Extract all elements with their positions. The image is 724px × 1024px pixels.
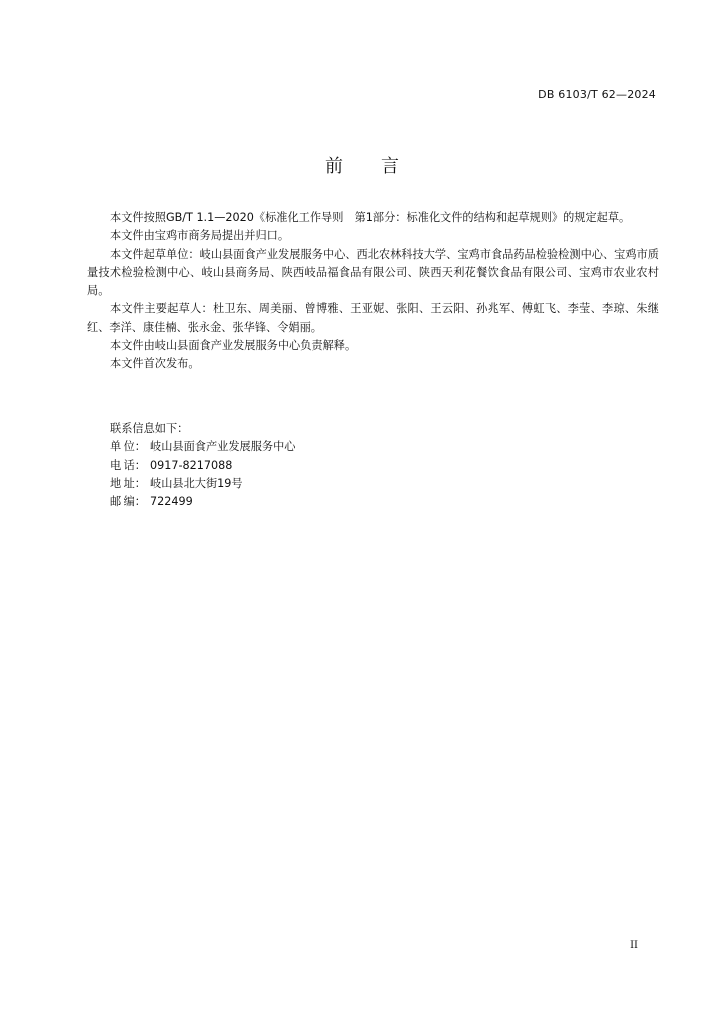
contact-phone-value: 0917-8217088 — [150, 458, 233, 472]
contact-postcode-row — [110, 493, 295, 511]
contact-postcode-value: 722499 — [150, 495, 193, 509]
title-char-2: 言 — [381, 156, 399, 177]
foreword-body — [87, 209, 659, 374]
document-code: DB 6103/T 62—2024 — [538, 88, 656, 101]
title-char-1: 前 — [325, 156, 343, 177]
contact-address-label-2: 址： — [123, 476, 146, 490]
contact-unit-label-1: 单 — [110, 440, 122, 454]
contact-unit-row — [110, 438, 295, 456]
page-title — [0, 152, 724, 178]
paragraph-drafters: 本文件主要起草人：杜卫东、周美丽、曾博雅、王亚妮、张阳、王云阳、孙兆军、傅虹飞、李莹、李琼、朱继红、李洋、康佳楠、张永金、张华锋、令娟丽。 — [87, 302, 659, 334]
paragraph-first-release: 本文件首次发布。 — [110, 357, 200, 371]
paragraph-proposer: 本文件由宝鸡市商务局提出并归口。 — [110, 229, 290, 243]
contact-address-label — [110, 475, 146, 493]
contact-postcode-label-2: 编： — [123, 495, 146, 509]
contact-unit-value: 岐山县面食产业发展服务中心 — [150, 440, 296, 454]
contact-info — [110, 420, 295, 511]
contact-phone-label-1: 电 — [110, 458, 122, 472]
paragraph-drafting-basis: 本文件按照GB/T 1.1—2020《标准化工作导则 第1部分：标准化文件的结构和起草规则》的规定起草。 — [110, 211, 631, 224]
paragraph-interpretation: 本文件由岐山县面食产业发展服务中心负责解释。 — [110, 339, 357, 353]
contact-postcode-label — [110, 493, 146, 511]
contact-address-value: 岐山县北大街19号 — [150, 476, 243, 490]
contact-postcode-label-1: 邮 — [110, 495, 122, 509]
paragraph-drafting-units: 本文件起草单位：岐山县面食产业发展服务中心、西北农林科技大学、宝鸡市食品药品检验检测中心、宝鸡市质量技术检验检测中心、岐山县商务局、陕西岐品福食品有限公司、陕西天利花餐饮食品有限公司、宝鸡市农业农村局。 — [87, 247, 659, 298]
contact-unit-label — [110, 438, 146, 456]
contact-phone-label-2: 话： — [123, 458, 146, 472]
contact-address-row — [110, 475, 295, 493]
contact-phone-row — [110, 457, 295, 475]
contact-heading: 联系信息如下： — [110, 422, 189, 435]
contact-unit-label-2: 位： — [123, 440, 146, 454]
page-number: II — [630, 940, 638, 951]
contact-phone-label — [110, 457, 146, 475]
contact-address-label-1: 地 — [110, 476, 122, 490]
